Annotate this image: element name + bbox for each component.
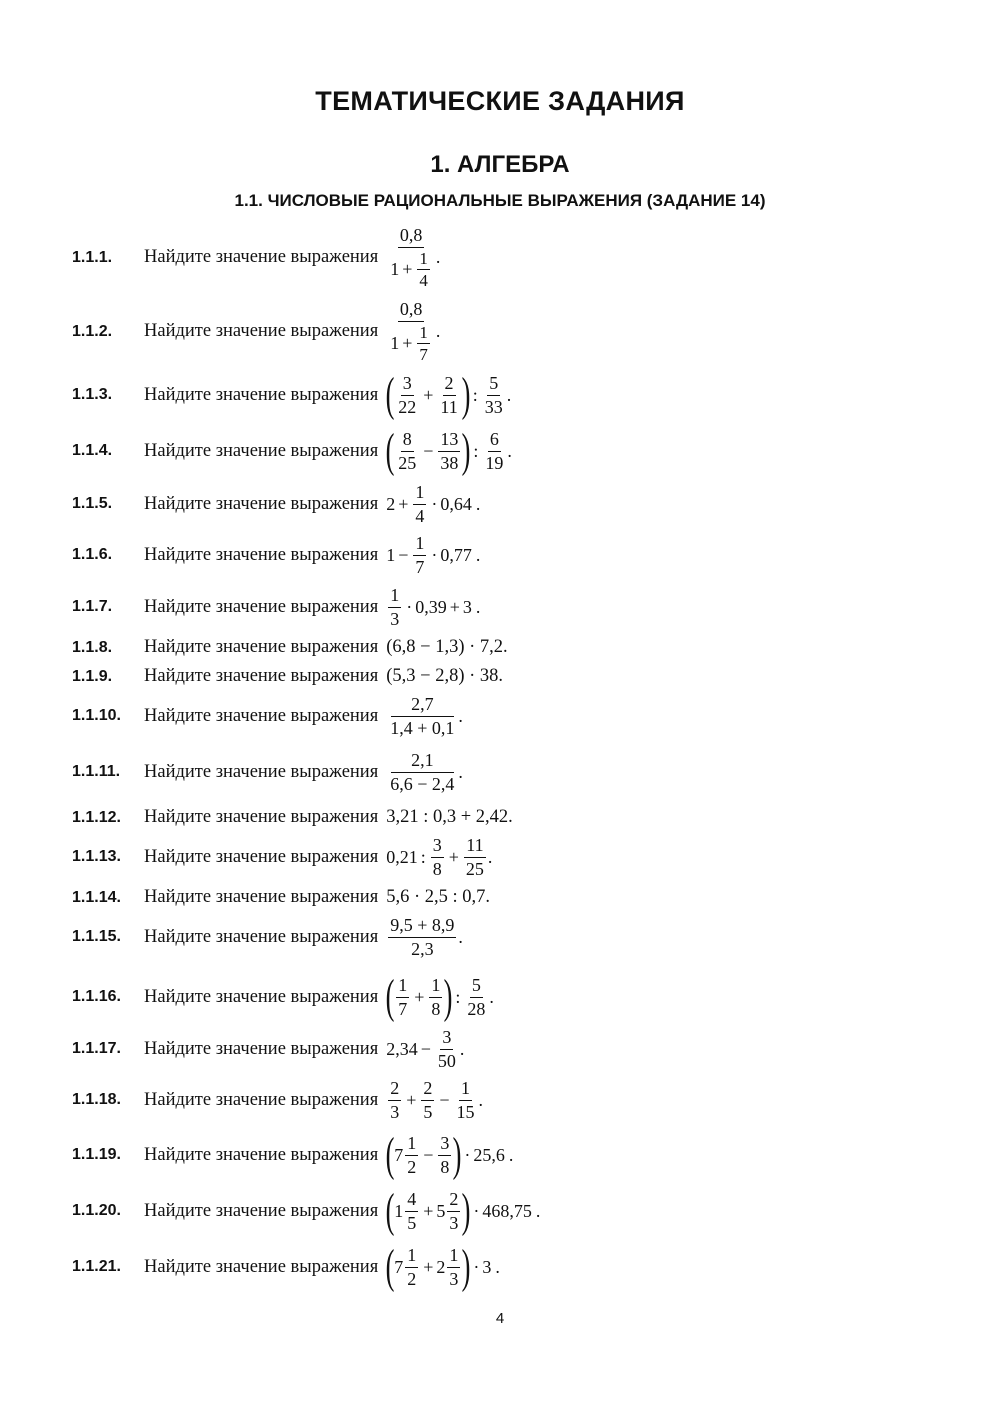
math-expression [386, 299, 440, 365]
problem-statement: Найдите значение выражения [144, 1144, 379, 1165]
problem-statement: Найдите значение выражения [144, 666, 379, 686]
operator: − [420, 1038, 431, 1059]
problem-number: 1.1.10. [72, 707, 121, 725]
problem-1-1-13 [72, 835, 920, 879]
problem-statement: Найдите значение выражения [144, 637, 379, 657]
problem-1-1-5 [72, 482, 920, 526]
left-paren: ( [385, 1184, 395, 1237]
term: 1 [390, 333, 400, 354]
problem-statement: Найдите значение выражения [144, 986, 379, 1007]
numerator: 2,7 [391, 694, 454, 717]
numerator: 3 [431, 835, 444, 858]
whole-part: 7 [394, 1144, 404, 1165]
math-expression: (6,8 − 1,3) · 7,2. [386, 637, 508, 657]
problem-statement: Найдите значение выражения [144, 1200, 379, 1221]
problem-number: 1.1.12. [72, 808, 121, 826]
problem-number: 1.1.2. [72, 322, 113, 340]
math-expression [386, 750, 463, 794]
problem-1-1-17 [72, 1027, 920, 1071]
problem-1-1-2 [72, 299, 920, 365]
right-paren: ) [461, 424, 471, 477]
denominator: 11 [440, 396, 458, 417]
problem-statement: Найдите значение выражения [144, 887, 379, 907]
problem-number: 1.1.19. [72, 1146, 121, 1163]
fraction [413, 533, 426, 577]
denominator: 33 [484, 396, 503, 417]
problem-statement: Найдите значение выражения [144, 493, 379, 514]
period: . [487, 846, 493, 867]
denominator: 19 [485, 452, 504, 473]
page-title: ТЕМАТИЧЕСКИЕ ЗАДАНИЯ [315, 86, 685, 116]
fraction [388, 225, 434, 291]
problem-number: 1.1.1. [72, 248, 113, 266]
denominator: 6,6 − 2,4 [390, 773, 455, 794]
fraction [388, 915, 456, 959]
problem-statement: Найдите значение выражения [144, 544, 379, 565]
right-paren: ) [461, 368, 471, 421]
operator: · [473, 1200, 480, 1221]
denominator: 25 [465, 858, 484, 879]
math-expression [386, 1078, 483, 1122]
numerator: 0,8 [398, 299, 425, 322]
fraction [405, 1245, 418, 1289]
denominator: 28 [467, 998, 486, 1019]
math-expression [386, 482, 480, 526]
problem-statement: Найдите значение выражения [144, 440, 379, 461]
period: . [458, 926, 463, 947]
fraction [388, 585, 401, 629]
period: . [506, 384, 512, 405]
period: . [507, 440, 512, 461]
problem-1-1-3 [72, 368, 920, 421]
fraction [483, 429, 505, 473]
problem-1-1-16 [72, 970, 920, 1023]
problem-number: 1.1.8. [72, 638, 113, 656]
left-paren: ( [385, 1240, 395, 1293]
math-expression [386, 533, 480, 577]
fraction [438, 373, 459, 417]
fraction [388, 1078, 401, 1122]
problem-number: 1.1.6. [72, 546, 113, 564]
numerator: 2,1 [391, 750, 454, 773]
denominator: 3 [390, 608, 400, 629]
term: 0,21 [386, 846, 418, 867]
left-paren: ( [385, 368, 395, 421]
operator: · [406, 596, 413, 617]
problem-number: 1.1.5. [72, 495, 113, 513]
denominator: 1,4 + 0,1 [390, 717, 455, 738]
math-expression [386, 1027, 464, 1071]
period: . [459, 1038, 465, 1059]
problem-number: 1.1.9. [72, 667, 113, 685]
numerator: 1 [388, 585, 401, 608]
fraction [429, 975, 442, 1019]
numerator: 1 [405, 1245, 418, 1268]
fraction [464, 835, 486, 879]
math-expression [385, 1184, 541, 1237]
problem-number: 1.1.11. [72, 763, 121, 781]
problem-1-1-4 [72, 424, 920, 477]
problem-statement: Найдите значение выражения [144, 705, 379, 726]
fraction [447, 1189, 460, 1233]
term: 2 [386, 493, 396, 514]
denominator: 8 [440, 1156, 450, 1177]
problem-number: 1.1.21. [72, 1258, 121, 1275]
math-expression: (5,3 − 2,8) · 38. [386, 666, 504, 686]
math-expression [385, 368, 512, 421]
fraction [431, 835, 444, 879]
problem-1-1-12 [72, 807, 920, 828]
problem-statement: Найдите значение выражения [144, 321, 379, 342]
period: . [435, 321, 441, 342]
denominator: 15 [456, 1101, 475, 1122]
operator: : [473, 440, 479, 461]
term: 1 [390, 259, 400, 280]
operator: + [406, 1089, 417, 1110]
problem-1-1-11 [72, 750, 920, 794]
problem-number: 1.1.18. [72, 1091, 121, 1109]
operator: + [423, 384, 434, 405]
period: . [508, 1144, 514, 1165]
problem-statement: Найдите значение выражения [144, 1256, 379, 1277]
problem-1-1-9 [72, 666, 920, 687]
denominator: 8 [431, 998, 441, 1019]
page-number: 4 [495, 1310, 505, 1327]
operator: : [420, 846, 426, 867]
denominator: 3 [449, 1212, 459, 1233]
denominator: 5 [407, 1212, 417, 1233]
period: . [458, 761, 463, 782]
parenthesized-group [385, 1184, 471, 1237]
left-paren: ( [385, 1128, 395, 1181]
term: 3 [462, 596, 472, 617]
denominator: 4 [419, 271, 428, 291]
problem-1-1-21 [72, 1240, 920, 1293]
whole-part: 5 [436, 1200, 446, 1221]
numerator: 1 [413, 533, 426, 556]
problem-number: 1.1.17. [72, 1040, 121, 1058]
fraction [405, 1189, 418, 1233]
fraction [413, 482, 426, 526]
problem-number: 1.1.14. [72, 888, 121, 906]
operator: + [398, 493, 409, 514]
fraction [396, 429, 418, 473]
operator: · [464, 1144, 471, 1165]
math-expression [386, 225, 440, 291]
fraction [396, 373, 418, 417]
term: 25,6 [473, 1144, 505, 1165]
fraction [436, 1027, 458, 1071]
numerator: 5 [487, 373, 500, 396]
problem-number: 1.1.3. [72, 386, 113, 403]
term: 468,75 [482, 1200, 532, 1221]
problem-statement: Найдите значение выражения [144, 1089, 379, 1110]
denominator [388, 322, 434, 365]
numerator: 1 [417, 323, 430, 345]
period: . [458, 705, 463, 726]
math-expression [386, 694, 463, 738]
period: . [478, 1089, 484, 1110]
period: . [535, 1200, 541, 1221]
numerator: 1 [396, 975, 409, 998]
denominator: 4 [415, 505, 425, 526]
operator: · [431, 544, 438, 565]
parenthesized-group [385, 424, 471, 477]
operator: + [423, 1256, 434, 1277]
denominator: 25 [398, 452, 417, 473]
denominator: 38 [440, 452, 459, 473]
problem-statement: Найдите значение выражения [144, 1038, 379, 1059]
denominator [388, 248, 434, 291]
problem-1-1-14 [72, 887, 920, 908]
denominator: 3 [390, 1101, 400, 1122]
numerator: 6 [488, 429, 501, 452]
math-expression: 3,21 : 0,3 + 2,42. [386, 807, 513, 827]
problem-number: 1.1.4. [72, 442, 113, 459]
period: . [495, 1256, 500, 1277]
operator: + [423, 1200, 434, 1221]
fraction [388, 694, 456, 738]
problem-1-1-10 [72, 694, 920, 738]
numerator: 13 [438, 429, 460, 452]
problem-1-1-18 [72, 1078, 920, 1122]
period: . [475, 596, 481, 617]
math-expression [386, 915, 463, 959]
problem-1-1-15 [72, 915, 920, 959]
problem-statement: Найдите значение выражения [144, 596, 379, 617]
problem-1-1-1 [72, 225, 920, 291]
operator: · [473, 1256, 480, 1277]
term: 1 [386, 544, 396, 565]
period: . [435, 247, 441, 268]
operator: − [439, 1089, 450, 1110]
left-paren: ( [385, 970, 395, 1023]
numerator: 2 [421, 1078, 434, 1101]
term: 0,64 [440, 493, 472, 514]
fraction [388, 299, 434, 365]
fraction [465, 975, 487, 1019]
fraction [438, 429, 460, 473]
denominator: 3 [449, 1268, 459, 1289]
term: 2,34 [386, 1038, 418, 1059]
period: . [475, 544, 481, 565]
math-expression [385, 424, 512, 477]
operator: + [402, 333, 413, 354]
operator: : [472, 384, 478, 405]
operator: + [448, 846, 459, 867]
fraction [483, 373, 505, 417]
fraction [438, 1133, 451, 1177]
parenthesized-group [385, 970, 453, 1023]
fraction [405, 1133, 418, 1177]
problem-statement: Найдите значение выражения [144, 761, 379, 782]
denominator: 7 [398, 998, 408, 1019]
operator: · [431, 493, 438, 514]
problem-statement: Найдите значение выражения [144, 926, 379, 947]
fraction [396, 975, 409, 1019]
denominator: 5 [423, 1101, 433, 1122]
parenthesized-group [385, 1128, 462, 1181]
left-paren: ( [385, 424, 395, 477]
numerator: 9,5 + 8,9 [388, 915, 456, 938]
fraction [388, 750, 456, 794]
operator: + [402, 259, 413, 280]
fraction [455, 1078, 477, 1122]
problem-number: 1.1.20. [72, 1202, 121, 1219]
math-expression: 5,6 · 2,5 : 0,7. [386, 887, 491, 907]
denominator: 8 [432, 858, 442, 879]
numerator: 1 [417, 249, 430, 271]
problem-1-1-7 [72, 585, 920, 629]
denominator: 50 [437, 1050, 456, 1071]
denominator: 7 [419, 345, 428, 365]
numerator: 5 [470, 975, 483, 998]
numerator: 4 [405, 1189, 418, 1212]
math-expression [386, 585, 480, 629]
problem-1-1-19 [72, 1128, 920, 1181]
whole-part: 1 [394, 1200, 404, 1221]
denominator: 22 [398, 396, 417, 417]
parenthesized-group [385, 1240, 471, 1293]
math-expression [385, 970, 494, 1023]
term: 0,39 [415, 596, 447, 617]
numerator: 2 [447, 1189, 460, 1212]
problem-1-1-6 [72, 533, 920, 577]
numerator: 1 [447, 1245, 460, 1268]
section-title: 1. АЛГЕБРА [430, 151, 570, 178]
operator: : [455, 986, 461, 1007]
problem-number: 1.1.7. [72, 598, 113, 616]
problem-statement: Найдите значение выражения [144, 247, 379, 268]
operator: − [423, 440, 434, 461]
numerator: 3 [401, 373, 414, 396]
numerator: 2 [443, 373, 456, 396]
problem-statement: Найдите значение выражения [144, 846, 379, 867]
fraction [421, 1078, 434, 1122]
numerator: 1 [413, 482, 426, 505]
problem-1-1-8 [72, 637, 920, 658]
problem-statement: Найдите значение выражения [144, 807, 379, 827]
right-paren: ) [443, 970, 453, 1023]
operator: − [423, 1144, 434, 1165]
denominator: 2 [407, 1156, 417, 1177]
numerator: 3 [440, 1027, 453, 1050]
operator: − [398, 544, 409, 565]
whole-part: 7 [394, 1256, 404, 1277]
denominator: 7 [415, 556, 425, 577]
problem-number: 1.1.16. [72, 988, 121, 1005]
math-expression [385, 1128, 514, 1181]
right-paren: ) [461, 1240, 471, 1293]
numerator: 11 [464, 835, 485, 858]
numerator: 1 [405, 1133, 418, 1156]
numerator: 2 [388, 1078, 401, 1101]
numerator: 1 [459, 1078, 472, 1101]
right-paren: ) [452, 1128, 462, 1181]
operator: + [414, 986, 425, 1007]
period: . [489, 986, 494, 1007]
term: 0,77 [440, 544, 472, 565]
problem-statement: Найдите значение выражения [144, 384, 379, 405]
numerator: 3 [438, 1133, 451, 1156]
denominator: 2 [407, 1268, 417, 1289]
fraction [417, 323, 430, 365]
problem-number: 1.1.13. [72, 848, 121, 866]
numerator: 1 [429, 975, 442, 998]
problem-1-1-20 [72, 1184, 920, 1237]
subsection-title: 1.1. ЧИСЛОВЫЕ РАЦИОНАЛЬНЫЕ ВЫРАЖЕНИЯ (ЗАДАНИЕ 14) [234, 191, 766, 210]
operator: + [449, 596, 460, 617]
problem-number: 1.1.15. [72, 928, 121, 946]
parenthesized-group [385, 368, 471, 421]
fraction [417, 249, 430, 291]
denominator: 2,3 [411, 938, 434, 959]
right-paren: ) [461, 1184, 471, 1237]
fraction [447, 1245, 460, 1289]
numerator: 0,8 [398, 225, 425, 248]
whole-part: 2 [436, 1256, 446, 1277]
period: . [475, 493, 481, 514]
numerator: 8 [401, 429, 414, 452]
term: 3 [482, 1256, 492, 1277]
math-expression [386, 835, 492, 879]
math-expression [385, 1240, 500, 1293]
